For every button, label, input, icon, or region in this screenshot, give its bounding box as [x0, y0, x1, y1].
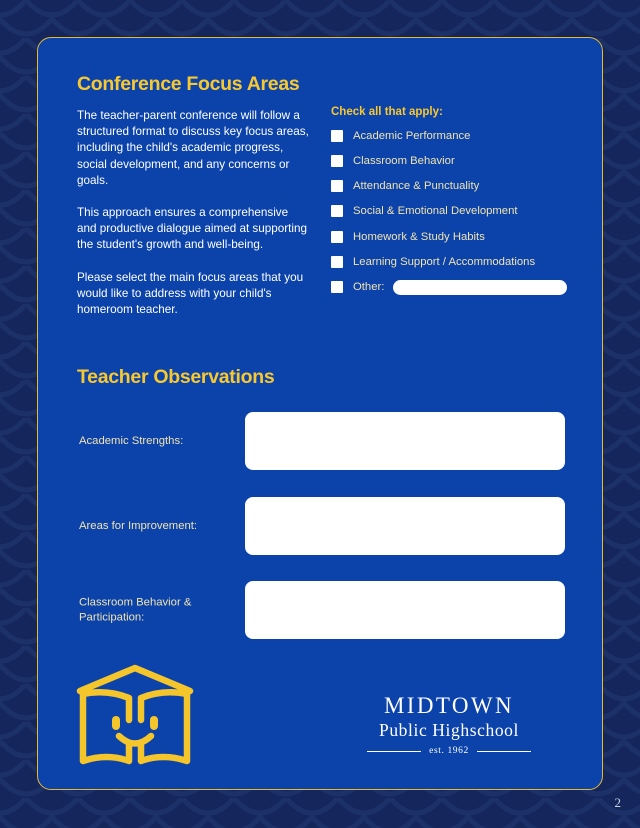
observation-label: Areas for Improvement: [79, 519, 198, 532]
checklist-item-label: Learning Support / Accommodations [353, 255, 536, 268]
checklist-item-homework-study-habits[interactable] [331, 230, 567, 243]
section-title-teacher-observations: Teacher Observations [77, 366, 275, 388]
checklist-item-social-emotional-development[interactable] [331, 205, 567, 218]
checklist-item-learning-support-accommodations[interactable] [331, 255, 567, 268]
checklist-item-other-label: Other: [353, 281, 385, 294]
observation-row-areas-for-improvement [77, 497, 565, 555]
intro-paragraph-3: Please select the main focus areas that you would like to address with your child's homeroom teacher. [77, 270, 304, 317]
observation-input-academic-strengths[interactable] [245, 412, 565, 470]
focus-areas-checklist [331, 106, 567, 294]
intro-paragraph-2: This approach ensures a comprehensive and productive dialogue aimed at supporting the student's growth and well-being. [77, 206, 308, 252]
checkbox-icon[interactable] [331, 130, 343, 142]
checklist-item-label: Academic Performance [353, 129, 471, 142]
checkbox-icon[interactable] [331, 205, 343, 217]
observation-row-academic-strengths [77, 412, 565, 470]
open-book-house-smiley-icon [74, 663, 196, 775]
intro-paragraph-1: The teacher-parent conference will follow a structured format to discuss key focus areas, including the child's academic progress, social development, and any concerns or goals. [77, 109, 309, 187]
form-card [37, 37, 603, 790]
checkbox-icon[interactable] [331, 281, 343, 293]
checkbox-icon[interactable] [331, 231, 343, 243]
checklist-item-other[interactable] [331, 281, 567, 294]
wordmark-main: MIDTOWN [383, 693, 515, 718]
divider-left [367, 751, 421, 752]
observation-label: Academic Strengths: [79, 434, 184, 447]
checkbox-icon[interactable] [331, 256, 343, 268]
wordmark-established: est. 1962 [429, 746, 469, 756]
checkbox-icon[interactable] [331, 180, 343, 192]
observation-input-classroom-behavior-participation[interactable] [245, 581, 565, 639]
school-wordmark [334, 693, 564, 756]
intro-paragraphs [77, 108, 309, 318]
checklist-item-classroom-behavior[interactable] [331, 154, 567, 167]
divider-right [477, 751, 531, 752]
observation-label: Classroom Behavior & Participation: [79, 596, 192, 623]
checklist-item-label: Attendance & Punctuality [353, 180, 480, 193]
checklist-item-attendance-punctuality[interactable] [331, 180, 567, 193]
checklist-item-label: Homework & Study Habits [353, 230, 485, 243]
checkbox-icon[interactable] [331, 155, 343, 167]
checklist-item-academic-performance[interactable] [331, 129, 567, 142]
observation-input-areas-for-improvement[interactable] [245, 497, 565, 555]
checklist-item-label: Classroom Behavior [353, 154, 455, 167]
checklist-heading: Check all that apply: [331, 106, 443, 118]
wordmark-established-row [334, 746, 564, 756]
page-title-conference-focus-areas: Conference Focus Areas [77, 73, 300, 95]
observation-row-classroom-behavior-participation [77, 581, 565, 639]
other-focus-area-input[interactable] [393, 280, 567, 295]
wordmark-subtitle: Public Highschool [379, 720, 519, 740]
checklist-item-label: Social & Emotional Development [353, 205, 518, 218]
page-number: 2 [614, 795, 621, 810]
